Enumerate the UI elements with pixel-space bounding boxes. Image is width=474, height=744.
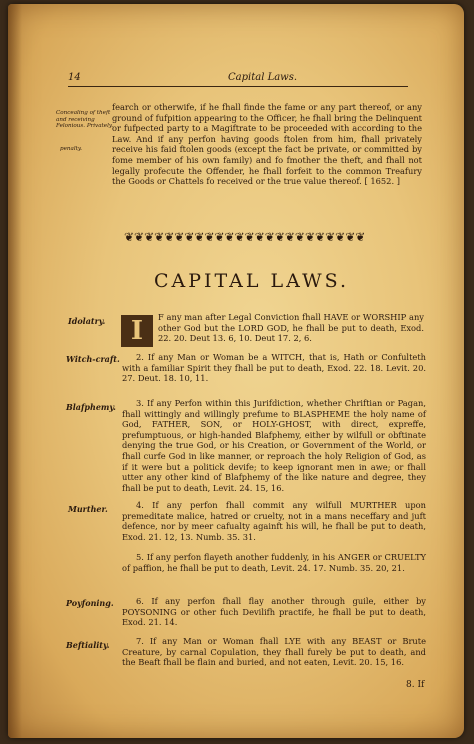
- intro-margin-note: Concealing of theft and receiving Felonious. Privately.: [56, 110, 114, 130]
- margin-label-blasphemy: Blafphemy.: [66, 402, 116, 412]
- page-number: 14: [68, 72, 81, 83]
- running-title: Capital Laws.: [228, 72, 298, 83]
- section-title: CAPITAL LAWS.: [154, 270, 350, 292]
- margin-label-witchcraft: Witch-craft.: [66, 354, 120, 364]
- law-1-text: F any man after Legal Conviction fhall HAVE or WORSHIP any other God but the LORD GOD, he fhall be put to death, Exod. 22. 20. Deut 13. 6, 10. Deut 17. 2, 6.: [158, 312, 424, 344]
- ornamental-border: [124, 230, 420, 244]
- catchword: 8. If: [406, 680, 425, 690]
- margin-label-bestiality: Beftiality.: [66, 640, 110, 650]
- margin-label-murther: Murther.: [68, 504, 108, 514]
- law-2-text: 2. If any Man or Woman be a WITCH, that is, Hath or Confulteth with a familiar Spirit they fhall be put to death, Exod. 22. 18. Levit. 20. 27. Deut. 18. 10, 11.: [122, 352, 426, 384]
- law-4-text: 4. If any perfon fhall commit any wilfull MURTHER upon premeditate malice, hatred or cruelty, not in a mans neceffary and juft defence, nor by meer cafualty againft his will, he fhall be put to death, Exod. 21. 12, 13. Numb. 35. 31.: [122, 500, 426, 542]
- drop-cap: I: [121, 315, 153, 347]
- page-gutter-shadow: [8, 4, 22, 738]
- intro-margin-note-penalty: penalty.: [60, 146, 83, 152]
- law-3-text: 3. If any Perfon within this Jurifdiction, whether Chriftian or Pagan, fhall wittingly and willingly prefume to BLASPHEME the holy name of God, FATHER, SON, or HOLY-GHOST, with direct, expreffe, prefumptuous, or high-handed Blafphemy, either by wilfull or obftinate denying the true God, or his Creation, or Government of the World, or fhall curfe God in like manner, or reproach the holy Religion of God, as if it were but a politick devife; to keep ignorant men in awe; or fhall utter any other kind of Blafphemy of the like nature and degree, they fhall be put to death, Levit. 24. 15, 16.: [122, 398, 426, 493]
- law-7-text: 7. If any Man or Woman fhall LYE with any BEAST or Brute Creature, by carnal Copulation, they fhall furely be put to death, and the Beaft fhall be flain and buried, and not eaten, Levit. 20. 15, 16.: [122, 636, 426, 668]
- margin-label-idolatry: Idolatry.: [68, 316, 106, 326]
- law-6-text: 6. If any perfon fhall flay another through guile, either by POYSONING or other fuch Devilifh practife, he fhall be put to death, Exod. 21. 14.: [122, 596, 426, 628]
- law-5-text: 5. If any perfon flayeth another fuddenly, in his ANGER or CRUELTY of paffion, he fhall be put to death, Levit. 24. 17. Numb. 35. 20, 21.: [122, 552, 426, 573]
- fleuron-row: ❦❦❦❦❦❦❦❦❦❦❦❦❦❦❦❦❦❦❦❦❦❦❦❦: [124, 231, 366, 243]
- margin-label-poysoning: Poyfoning.: [66, 598, 114, 608]
- intro-paragraph: fearch or otherwife, if he fhall finde the fame or any part thereof, or any ground of fufpition appearing to the Officer, he fhall bring the Delinquent or fufpected party to a Magiftrate to be proceeded with according to the Law. And if any perfon having goods ftolen from him, fhall privately receive his faid ftolen goods (except the fact be private, or committed by fome member of his own family) and fo fmother the theft, and fhall not legally profecute the Offender, he fhall forfeit to the common Treafury the Goods or Chattels fo received or the true value thereof. [ 1652. ]: [112, 102, 422, 187]
- book-page: [8, 4, 464, 738]
- header-rule: [68, 86, 408, 87]
